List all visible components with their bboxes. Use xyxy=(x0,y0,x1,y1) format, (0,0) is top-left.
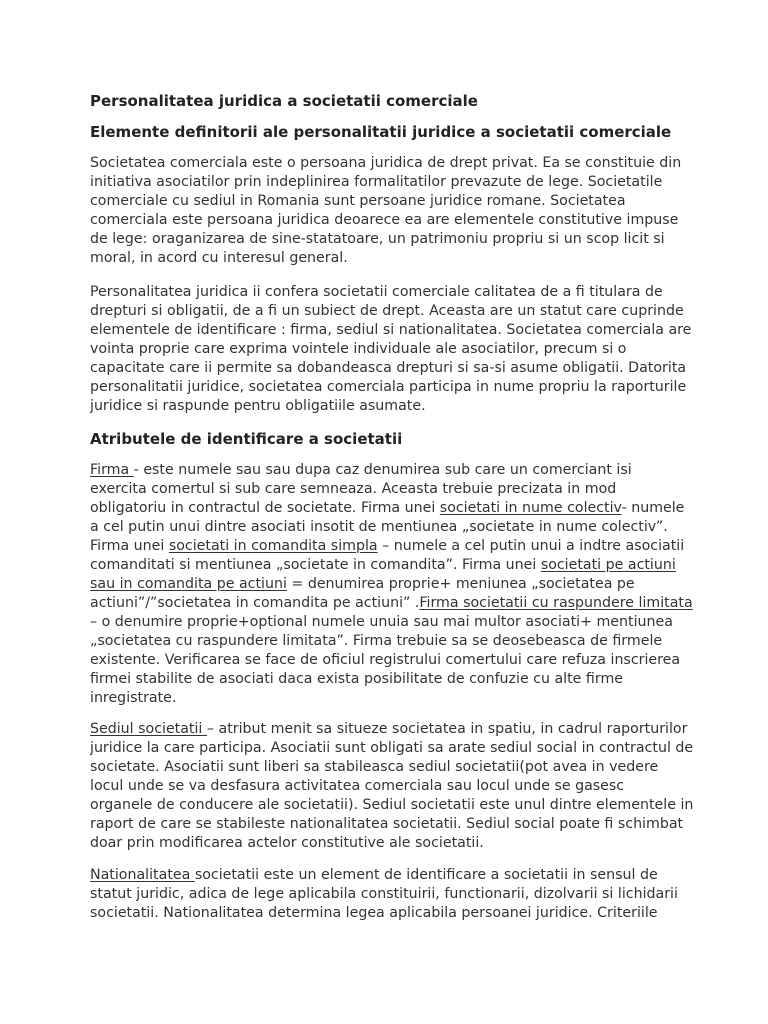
term-sediul: Sediul societatii xyxy=(90,721,207,737)
section-heading-atribute: Atributele de identificare a societatii xyxy=(90,430,403,448)
term-comandita-simpla: societati in comandita simpla xyxy=(168,538,378,554)
section-heading-elemente: Elemente definitorii ale personalitatii juridice a societatii comerciale xyxy=(90,123,672,141)
term-raspundere-limitata: Firma societatii cu raspundere limitata xyxy=(419,595,693,611)
term-pe-actiuni: societati pe actiuni xyxy=(540,557,676,573)
paragraph-personalitate: Personalitatea juridica ii confera societatii comerciale calitatea de a fi titulara de drepturi si obligatii, de a fi un subiect de drept. Aceasta are un statut care cuprinde elementele de identificare : firma, sediul si nationalitatea. Societatea comerciala are vointa proprie care exprima vointele individuale ale asociatilor, precum si o capacitate care ii permite sa dobandeasca drepturi si sa-si asume obligatii. Datorita personalitatii juridice, societatea comerciala participa in nume propriu la raporturile juridice si raspunde pentru obligatiile asumate. xyxy=(90,284,692,414)
document-title: Personalitatea juridica a societatii comerciale xyxy=(90,92,478,110)
paragraph-nationalitatea: Nationalitatea societatii este un element de identificare a societatii in sensul de statut juridic, adica de lege aplicabila constituirii, functionarii, dizolvarii si lichidarii societatii. Nationalitatea determina legea aplicabila persoanei juridice. Criteriile xyxy=(90,867,678,921)
term-firma: Firma xyxy=(90,462,134,478)
term-nationalitatea: Nationalitatea xyxy=(90,867,195,883)
paragraph-definitie: Societatea comerciala este o persoana juridica de drept privat. Ea se constituie din initiativa asociatilor prin indeplinirea formalitatilor prevazute de lege. Societatile comerciale cu sediul in Romania sunt persoane juridice romane. Societatea comerciala este persoana juridica deoarece ea are elementele constitutive impuse de lege: oraganizarea de sine-statatoare, un patrimoniu propriu si un scop licit si moral, in acord cu interesul general. xyxy=(90,155,682,266)
paragraph-sediul: Sediul societatii – atribut menit sa situeze societatea in spatiu, in cadrul raporturilor juridice la care participa. Asociatii sunt obligati sa arate sediul social in contractul de societate. Asociatii sunt liberi sa stabileasca sediul societatii(pot avea in vedere locul unde se va desfasura activitatea comerciala sau locul unde se gasesc organele de conducere ale societatii). Sediul societatii este unul dintre elementele in raport de care se stabileste nationalitatea societatii. Sediul social poate fi schimbat doar prin modificarea actelor constitutive ale societatii. xyxy=(90,721,694,851)
term-comandita-pe-actiuni: sau in comandita pe actiuni xyxy=(90,576,287,592)
term-nume-colectiv: societati in nume colectiv xyxy=(439,500,622,516)
paragraph-firma: Firma - este numele sau sau dupa caz denumirea sub care un comerciant isi exercita comertul si sub care semneaza. Aceasta trebuie precizata in mod obligatoriu in contractul de societate. Firma unei societati in nume colectiv- numele a cel putin unui dintre asociati insotit de mentiunea „societate in nume colectiv”. Firma unei societati in comandita simpla – numele a cel putin unui a indtre asociatii comanditati si mentiunea „societate in comandita”. Firma unei societati pe actiuni sau in comandita pe actiuni = denumirea proprie+ meniunea „societatea pe actiuni”/”societatea in comandita pe actiuni” .Firma societatii cu raspundere limitata – o denumire proprie+optional numele unuia sau mai multor asociati+ mentiunea „societatea cu raspundere limitata”. Firma trebuie sa se deosebeasca de firmele existente. Verificarea se face de oficiul registrului comertului care refuza inscrierea firmei stabilite de asociati daca exista posibilitate de confuzie cu alte firme inregistrate. xyxy=(90,462,693,706)
